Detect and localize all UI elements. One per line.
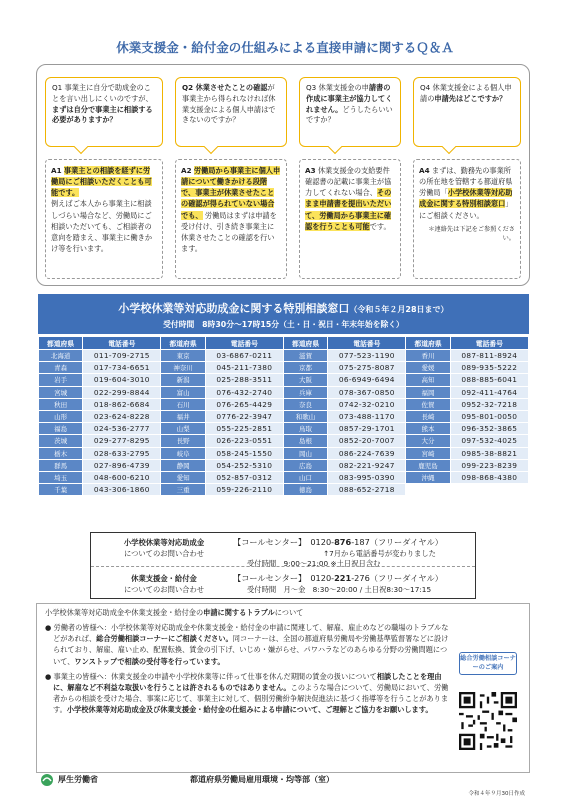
prefecture-cell: 滋賀 [283,350,327,362]
prefecture-cell: 千葉 [39,484,83,496]
table-row [39,398,529,410]
prefecture-cell: 東京 [161,350,205,362]
phone-cell: 017-734-6651 [83,362,161,374]
phone-cell: 0985-38-8821 [450,447,528,459]
answer-3: A3 休業支援金の支給要件確認書の記載に事業主が協力してくれない場合、そのまま申請書を提出いただいて、労働局から事業主に確認を行うことも可能です。 [299,159,401,279]
table-row [39,447,529,459]
phone-cell: 025-288-3511 [205,374,283,386]
consultation-banner [38,294,529,334]
phone-cell: 099-223-8239 [450,459,528,471]
prefecture-cell: 神奈川 [161,362,205,374]
prefecture-cell: 宮城 [39,386,83,398]
table-header: 電話番号 [328,337,406,350]
prefecture-cell: 青森 [39,362,83,374]
phone-cell: 076-265-4429 [205,398,283,410]
page-title: 休業支援金・給付金の仕組みによる直接申請に関するＱ＆Ａ [116,40,454,55]
prefecture-cell: 埼玉 [39,471,83,483]
department-name: 都道府県労働局雇用環境・均等部（室） [190,775,334,784]
prefecture-cell: 秋田 [39,398,83,410]
prefecture-cell: 愛媛 [406,362,450,374]
table-header: 都道府県 [39,337,83,350]
prefecture-cell: 鳥取 [283,423,327,435]
banner-hours: 受付時間 8時30分～17時15分（土・日・祝日・年末年始を除く） [163,320,404,329]
prefecture-phone-table [38,336,529,496]
prefecture-cell: 愛知 [161,471,205,483]
prefecture-cell: 大分 [406,435,450,447]
prefecture-cell: 福島 [39,423,83,435]
phone-cell: 075-275-8087 [328,362,406,374]
prefecture-cell: 鹿児島 [406,459,450,471]
qr-label: 総合労働相談コーナーのご案内 [459,652,517,675]
prefecture-cell: 栃木 [39,447,83,459]
prefecture-cell: 長野 [161,435,205,447]
prefecture-cell: 熊本 [406,423,450,435]
phone-cell: 045-211-7380 [205,362,283,374]
answer-4: A4 まずは、勤務先の事業所の所在地を管轄する都道府県労働局「小学校休業等対応助成金に関する特別相談窓口」にご相談ください。 ＊連絡先は下記をご参照ください。 [413,159,521,279]
phone-cell: 043-306-1860 [83,484,161,496]
table-row [39,484,529,496]
phone-cell: 022-299-8844 [83,386,161,398]
phone-cell: 052-857-0312 [205,471,283,483]
table-row [39,374,529,386]
table-header: 都道府県 [161,337,205,350]
prefecture-cell: 山口 [283,471,327,483]
table-header: 電話番号 [83,337,161,350]
table-header: 電話番号 [450,337,528,350]
prefecture-cell: 香川 [406,350,450,362]
question-2: Q2 休業させたことの確認が事業主から得られなければ休業支援金による個人申請はできないのですか？ [175,77,287,147]
trouble-heading: 小学校休業等対応助成金や休業支援金・給付金の申請に関するトラブルについて [45,608,304,617]
footer [40,773,520,787]
prefecture-cell: 静岡 [161,459,205,471]
prefecture-cell: 岐阜 [161,447,205,459]
phone-cell: 011-709-2715 [83,350,161,362]
prefecture-cell: 宮崎 [406,447,450,459]
table-header: 電話番号 [205,337,283,350]
phone-cell: 024-536-2777 [83,423,161,435]
banner-title: 小学校休業等対応助成金に関する特別相談窓口 [118,302,350,315]
phone-cell: 059-226-2110 [205,484,283,496]
prefecture-cell: 大阪 [283,374,327,386]
phone-cell: 092-411-4764 [450,386,528,398]
phone-cell [450,484,528,496]
table-row [39,350,529,362]
table-row [39,459,529,471]
prefecture-cell: 群馬 [39,459,83,471]
banner-deadline: （令和５年２月28日まで） [349,305,449,314]
prefecture-cell: 山形 [39,410,83,422]
answer-4-note: ＊連絡先は下記をご参照ください。 [428,225,515,243]
table-header: 都道府県 [406,337,450,350]
phone-cell: 019-604-3010 [83,374,161,386]
phone-cell: 083-995-0390 [328,471,406,483]
prefecture-cell: 和歌山 [283,410,327,422]
prefecture-cell: 徳島 [283,484,327,496]
phone-cell: 023-624-8228 [83,410,161,422]
phone-cell: 0852-20-7007 [328,435,406,447]
phone-cell: 098-868-4380 [450,471,528,483]
phone-cell: 0776-22-3947 [205,410,283,422]
phone-cell: 029-277-8295 [83,435,161,447]
prefecture-cell: 島根 [283,435,327,447]
prefecture-cell: 福岡 [406,386,450,398]
phone-cell: 095-801-0050 [450,410,528,422]
phone-cell: 0857-29-1701 [328,423,406,435]
phone-cell: 0742-32-0210 [328,398,406,410]
call-center-subsidy: 小学校休業等対応助成金 についてのお問い合わせ 【コールセンター】 0120-876-187（フリーダイヤル） ↑7月から電話番号が変わりました 受付時間 9:00～21:00 ※土日祝日含む [123,537,443,569]
phone-cell: 027-896-4739 [83,459,161,471]
call-center-box [90,532,476,599]
prefecture-cell: 三重 [161,484,205,496]
phone-cell: 054-252-5310 [205,459,283,471]
employers-notice: ● 事業主の皆様へ：休業支援金の申請や小学校休業等に伴って仕事を休んだ期間の賃金の扱いについて相談したことを理由に、解雇など不利益な取扱いを行うことは許されるものではありません。このような場合について、労働局において、労働者からの相談を受けた場合、事案に応じて、事業主に対して、個別労働紛争解決促進法に基づく指導等を行うことがあります。小学校休業等対応助成金及び休業支援金・給付金の仕組みによる申請について、ご理解とご協力をお願いします。 [45,671,449,715]
phone-cell: 078-367-0850 [328,386,406,398]
prefecture-cell: 富山 [161,386,205,398]
prefecture-cell [406,484,450,496]
phone-cell: 028-633-2795 [83,447,161,459]
ministry-name: 厚生労働省 [58,775,98,784]
phone-cell: 089-935-5222 [450,362,528,374]
phone-cell: 077-523-1190 [328,350,406,362]
table-row [39,410,529,422]
prefecture-cell: 広島 [283,459,327,471]
table-row [39,362,529,374]
question-3: Q3 休業支援金の申請書の作成に事業主が協力してくれません。どうしたらいいですか？ [299,77,401,147]
question-1: Q1 事業主に自分で助成金のことを言い出しにくいのですが、まずは自分で事業主に相談する必要がありますか？ [45,77,163,147]
phone-cell: 097-532-4025 [450,435,528,447]
phone-cell: 018-862-6684 [83,398,161,410]
prefecture-cell: 石川 [161,398,205,410]
qr-code-icon[interactable] [459,692,517,750]
trouble-section [36,603,530,773]
table-header: 都道府県 [283,337,327,350]
phone-cell: 082-221-9247 [328,459,406,471]
phone-cell: 048-600-6210 [83,471,161,483]
phone-cell: 096-352-3865 [450,423,528,435]
call-center-support: 休業支援金・給付金 についてのお問い合わせ 【コールセンター】 0120-221-276（フリーダイヤル） 受付時間 月～金 8:30～20:00 / 土日祝8:30～17:15 [123,573,443,594]
phone-cell: 088-652-2718 [328,484,406,496]
phone-cell: 055-225-2851 [205,423,283,435]
prefecture-cell: 新潟 [161,374,205,386]
answer-2: A2 労働局から事業主に個人申請について働きかける段階で、事業主が休業させたことの確認が得られていない場合でも、 労働局はまずは申請を受け付け、引き続き事業主に休業させたことの確認を行います。 [175,159,287,279]
prefecture-cell: 沖縄 [406,471,450,483]
qa-section [36,64,530,286]
table-row [39,435,529,447]
table-row [39,423,529,435]
prefecture-cell: 福井 [161,410,205,422]
prefecture-cell: 佐賀 [406,398,450,410]
phone-cell: 087-811-8924 [450,350,528,362]
mhlw-logo-icon [40,773,54,787]
table-row [39,386,529,398]
workers-notice: ● 労働者の皆様へ：小学校休業等対応助成金や休業支援金・給付金の申請に関連して、解雇、雇止めなどの職場のトラブルなどがあれば、総合労働相談コーナーにご相談ください。同コーナーは、全国の都道府県労働局や労働基準監督署などに設けられており、解雇、雇い止め、配置転換、賃金の引下げ、いじめ・嫌がらせ、パワハラなどのあらゆる分野の労働問題について、ワンストップで相談の受付等を行っています。 [45,623,449,666]
prefecture-cell: 山梨 [161,423,205,435]
prefecture-cell: 茨城 [39,435,83,447]
prefecture-cell: 京都 [283,362,327,374]
prefecture-cell: 長崎 [406,410,450,422]
table-row [39,471,529,483]
prefecture-cell: 兵庫 [283,386,327,398]
phone-cell: 03-6867-0211 [205,350,283,362]
answer-1: A1 事業主との相談を経ずに労働局にご相談いただくことも可能です。 例えばご本人から事業主に相談しづらい場合など、労働局にご相談いただいても、ご相談者の意向を踏まえ、事業主に働きかけ等を行います。 [45,159,163,279]
phone-cell: 076-432-2740 [205,386,283,398]
question-4: Q4 休業支援金による個人申請の申請先はどこですか？ [413,77,521,147]
prefecture-cell: 奈良 [283,398,327,410]
phone-cell: 073-488-1170 [328,410,406,422]
phone-cell: 086-224-7639 [328,447,406,459]
prefecture-cell: 北海道 [39,350,83,362]
creation-date: 令和４年９月30日作成 [468,791,525,797]
prefecture-cell: 高知 [406,374,450,386]
prefecture-cell: 岩手 [39,374,83,386]
phone-cell: 0952-32-7218 [450,398,528,410]
phone-cell: 088-885-6041 [450,374,528,386]
phone-cell: 058-245-1550 [205,447,283,459]
phone-cell: 06-6949-6494 [328,374,406,386]
phone-cell: 026-223-0551 [205,435,283,447]
prefecture-cell: 岡山 [283,447,327,459]
